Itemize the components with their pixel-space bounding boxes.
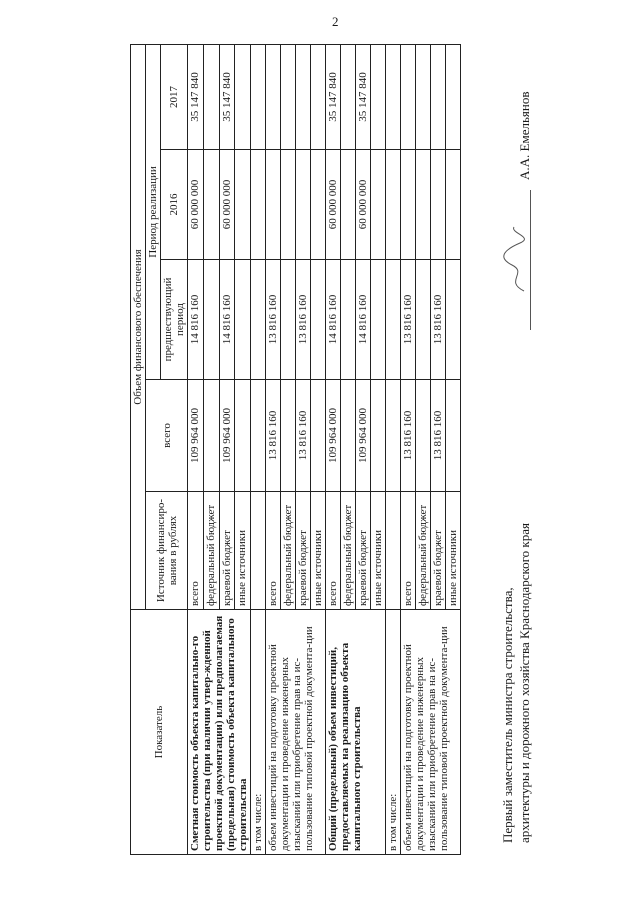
amount-cell-prev [281, 260, 296, 380]
signatory-name: А.А. Емельянов [517, 91, 532, 180]
amount-cell-y2017 [431, 44, 446, 149]
header-total: всего [146, 380, 188, 492]
amount-cell-y2017 [203, 44, 219, 149]
amount-cell-prev [416, 260, 431, 380]
amount-cell-y2017 [266, 44, 281, 149]
amount-cell-prev: 14 816 160 [356, 260, 371, 380]
funding-source-cell: иные источники [235, 492, 251, 610]
handwritten-signature [500, 225, 530, 295]
amount-cell-y2016 [341, 150, 356, 260]
amount-cell-total: 13 816 160 [401, 380, 416, 492]
funding-source-cell: всего [326, 492, 341, 610]
funding-source-cell: краевой бюджет [356, 492, 371, 610]
funding-source-cell: иные источники [311, 492, 326, 610]
signature-block [500, 45, 550, 855]
amount-cell-prev [341, 260, 356, 380]
amount-cell-y2017: 35 147 840 [219, 44, 235, 149]
amount-cell-prev: 13 816 160 [266, 260, 281, 380]
header-period: Период реализации [146, 44, 161, 379]
header-indicator: Показатель [131, 610, 188, 855]
empty-cell [386, 44, 401, 149]
amount-cell-total [311, 380, 326, 492]
indicator-label: объем инвестиций на подготовку проектной документации и проведение инженерных изысканий или приобретение прав на ис-пользование типовой проектной документа-ции [266, 610, 326, 855]
amount-cell-y2016 [281, 150, 296, 260]
table-row [326, 44, 341, 854]
amount-cell-y2017 [296, 44, 311, 149]
amount-cell-y2017: 35 147 840 [356, 44, 371, 149]
amount-cell-y2017 [235, 44, 251, 149]
amount-cell-y2016 [311, 150, 326, 260]
indicator-subheading: в том числе: [251, 610, 266, 855]
funding-source-cell: иные источники [446, 492, 461, 610]
amount-cell-total: 109 964 000 [356, 380, 371, 492]
funding-source-cell: всего [266, 492, 281, 610]
amount-cell-y2017 [446, 44, 461, 149]
amount-cell-y2016: 60 000 000 [219, 150, 235, 260]
table-row [386, 44, 401, 854]
amount-cell-prev: 13 816 160 [401, 260, 416, 380]
amount-cell-total [371, 380, 386, 492]
rotated-page-content [130, 45, 560, 855]
signature-line [530, 190, 531, 330]
amount-cell-y2016 [431, 150, 446, 260]
empty-cell [386, 492, 401, 610]
amount-cell-prev: 13 816 160 [296, 260, 311, 380]
amount-cell-prev [235, 260, 251, 380]
funding-source-cell: всего [188, 492, 204, 610]
funding-source-cell: федеральный бюджет [281, 492, 296, 610]
funding-source-cell: краевой бюджет [431, 492, 446, 610]
amount-cell-y2017 [281, 44, 296, 149]
header-year-2016: 2016 [161, 150, 188, 260]
amount-cell-total: 13 816 160 [431, 380, 446, 492]
funding-source-cell: краевой бюджет [219, 492, 235, 610]
table-row [401, 44, 416, 854]
empty-cell [251, 44, 266, 149]
amount-cell-y2017: 35 147 840 [188, 44, 204, 149]
amount-cell-total [446, 380, 461, 492]
header-source: Источник финансиро-вания в рублях [146, 492, 188, 610]
signatory-title-line2: архитектуры и дорожного хозяйства Краснодарского края [517, 523, 532, 843]
table-row [266, 44, 281, 854]
indicator-label: Общий (предельный) объем инвестиций, предоставляемых на реализацию объекта капитального строительства [326, 610, 386, 855]
amount-cell-prev: 14 816 160 [188, 260, 204, 380]
amount-cell-y2016: 60 000 000 [356, 150, 371, 260]
funding-source-cell: федеральный бюджет [341, 492, 356, 610]
empty-cell [386, 150, 401, 260]
empty-cell [251, 260, 266, 380]
amount-cell-total [235, 380, 251, 492]
amount-cell-prev: 13 816 160 [431, 260, 446, 380]
amount-cell-y2016 [416, 150, 431, 260]
amount-cell-total: 13 816 160 [296, 380, 311, 492]
amount-cell-y2017 [416, 44, 431, 149]
funding-source-cell: федеральный бюджет [203, 492, 219, 610]
amount-cell-total: 13 816 160 [266, 380, 281, 492]
header-previous-period: предшествующий период [161, 260, 188, 380]
empty-cell [386, 380, 401, 492]
indicator-subheading: в том числе: [386, 610, 401, 855]
amount-cell-y2017 [371, 44, 386, 149]
header-year-2017: 2017 [161, 44, 188, 149]
amount-cell-y2016 [446, 150, 461, 260]
amount-cell-y2016: 60 000 000 [188, 150, 204, 260]
empty-cell [386, 260, 401, 380]
indicator-label: объем инвестиций на подготовку проектной документации и проведение инженерных изысканий или приобретение прав на ис-пользование типовой проектной документа-ции [401, 610, 461, 855]
financing-table [130, 44, 461, 855]
amount-cell-y2017: 35 147 840 [326, 44, 341, 149]
amount-cell-y2016 [235, 150, 251, 260]
amount-cell-y2016 [371, 150, 386, 260]
amount-cell-prev [446, 260, 461, 380]
amount-cell-y2016 [203, 150, 219, 260]
amount-cell-y2016 [296, 150, 311, 260]
empty-cell [251, 492, 266, 610]
amount-cell-prev: 14 816 160 [326, 260, 341, 380]
amount-cell-prev [203, 260, 219, 380]
funding-source-cell: федеральный бюджет [416, 492, 431, 610]
amount-cell-prev [371, 260, 386, 380]
amount-cell-y2016: 60 000 000 [326, 150, 341, 260]
amount-cell-y2017 [311, 44, 326, 149]
page-number: 2 [332, 14, 339, 29]
amount-cell-prev [311, 260, 326, 380]
table-row [188, 44, 204, 854]
empty-cell [251, 380, 266, 492]
funding-source-cell: краевой бюджет [296, 492, 311, 610]
amount-cell-total [341, 380, 356, 492]
amount-cell-total: 109 964 000 [219, 380, 235, 492]
amount-cell-total [416, 380, 431, 492]
amount-cell-prev: 14 816 160 [219, 260, 235, 380]
table-row [251, 44, 266, 854]
funding-source-cell: иные источники [371, 492, 386, 610]
financing-table-body [188, 44, 461, 854]
funding-source-cell: всего [401, 492, 416, 610]
signatory-title-line1: Первый заместитель министра строительства, [500, 587, 515, 843]
indicator-label: Сметная стоимость объекта капитально-го строительства (при наличии утвер-жденной проектной документации) или предполагаемая (предельная) стоимость объекта капитального строительства [188, 610, 251, 855]
amount-cell-y2016 [266, 150, 281, 260]
amount-cell-y2017 [401, 44, 416, 149]
header-financing-group: Объем финансового обеспечения [131, 44, 146, 609]
amount-cell-total: 109 964 000 [188, 380, 204, 492]
amount-cell-total: 109 964 000 [326, 380, 341, 492]
amount-cell-total [281, 380, 296, 492]
amount-cell-y2016 [401, 150, 416, 260]
amount-cell-total [203, 380, 219, 492]
empty-cell [251, 150, 266, 260]
amount-cell-y2017 [341, 44, 356, 149]
